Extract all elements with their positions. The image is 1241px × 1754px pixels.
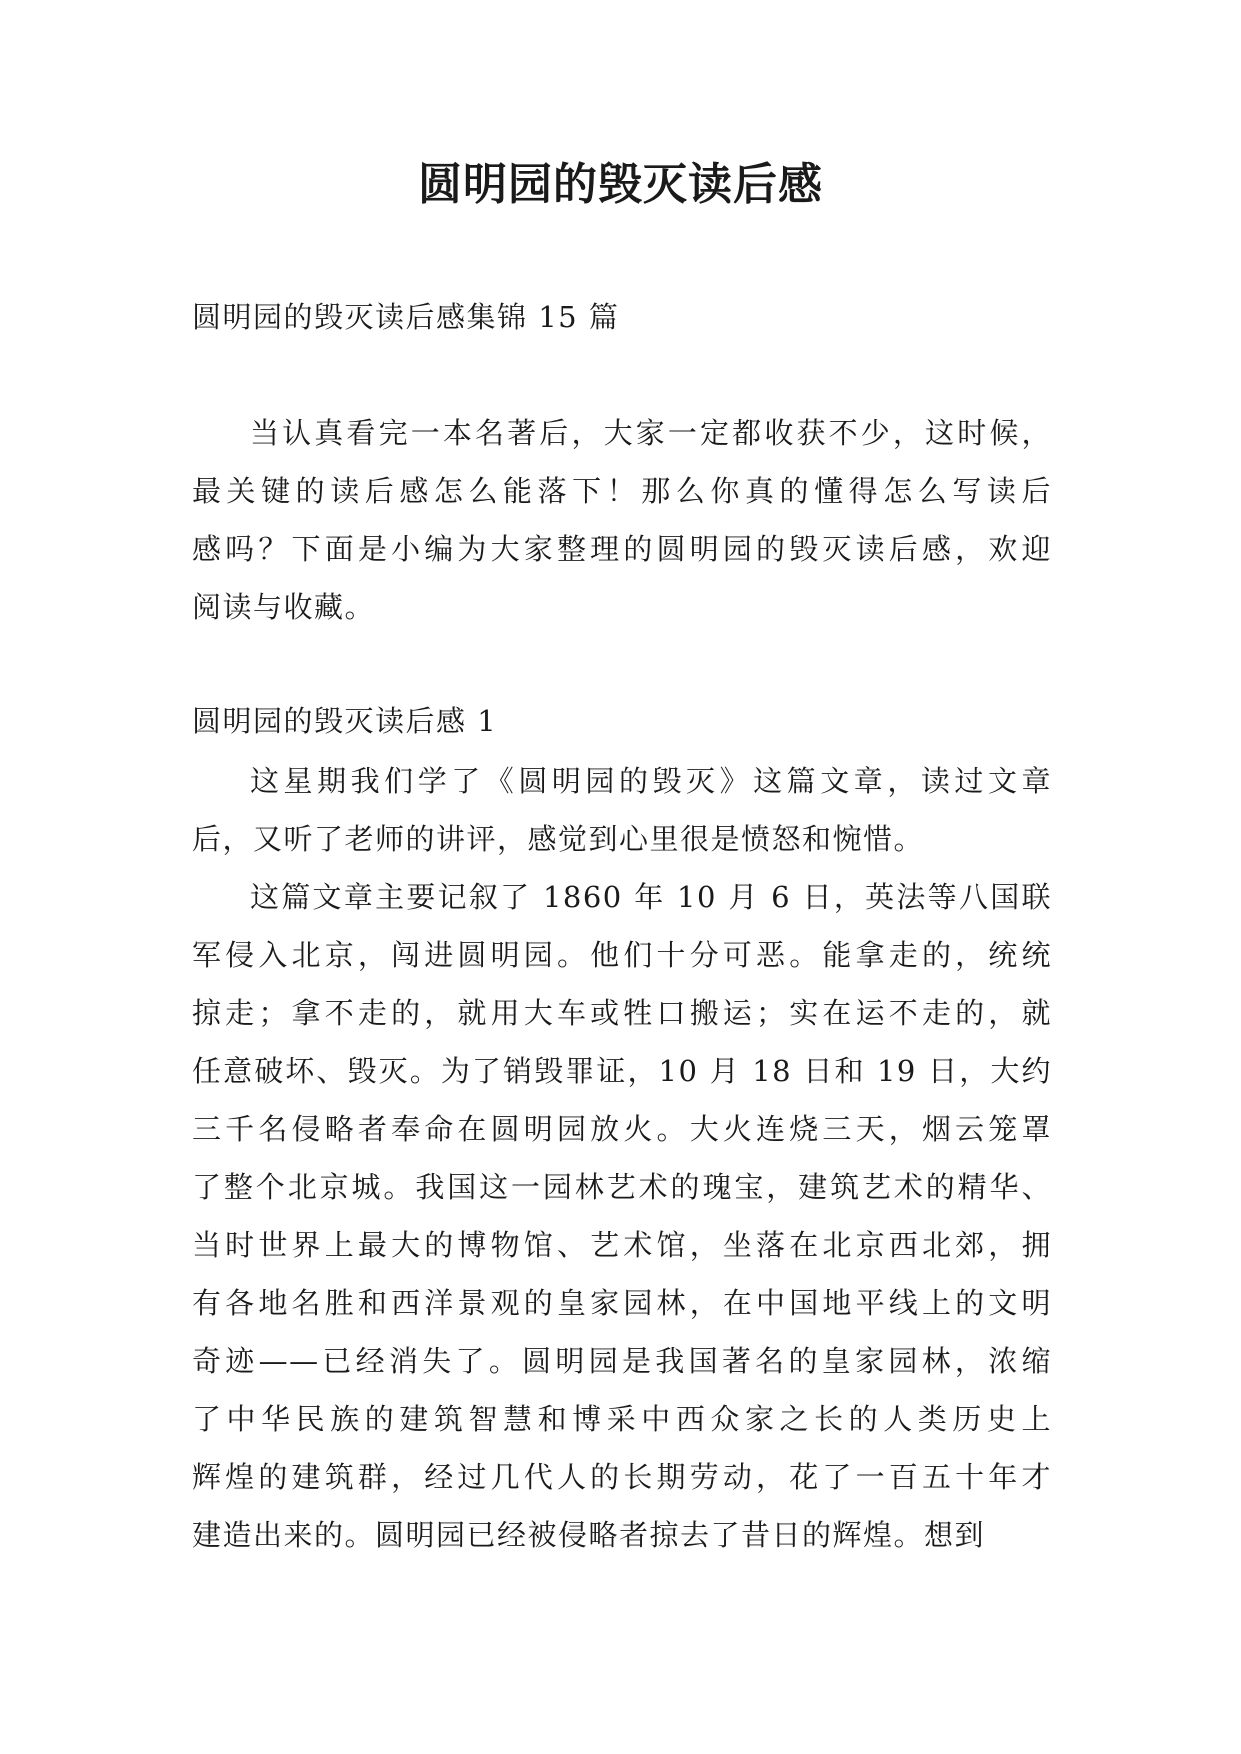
paragraph-line: 任意破坏、毁灭。为了销毁罪证，10 月 18 日和 19 日，大约 bbox=[192, 1054, 1052, 1088]
paragraph-2 bbox=[192, 868, 1052, 1564]
paragraph-line: 这星期我们学了《圆明园的毁灭》这篇文章，读过文章 bbox=[250, 764, 1052, 798]
paragraph-line: 建造出来的。圆明园已经被侵略者掠去了昔日的辉煌。想到 bbox=[192, 1518, 986, 1552]
document-subtitle: 圆明园的毁灭读后感集锦 15 篇 bbox=[192, 300, 620, 334]
document-title: 圆明园的毁灭读后感 bbox=[418, 159, 823, 210]
paragraph-line: 军侵入北京，闯进圆明园。他们十分可恶。能拿走的，统统 bbox=[192, 938, 1052, 972]
paragraph-1 bbox=[192, 752, 1052, 868]
paragraph-line: 了整个北京城。我国这一园林艺术的瑰宝，建筑艺术的精华、 bbox=[192, 1170, 1052, 1204]
paragraph-line: 掠走；拿不走的，就用大车或牲口搬运；实在运不走的，就 bbox=[192, 996, 1052, 1030]
paragraph-line: 当时世界上最大的博物馆、艺术馆，坐落在北京西北郊，拥 bbox=[192, 1228, 1052, 1262]
intro-paragraph bbox=[192, 404, 1052, 636]
paragraph-line: 三千名侵略者奉命在圆明园放火。大火连烧三天，烟云笼罩 bbox=[192, 1112, 1052, 1146]
intro-line: 阅读与收藏。 bbox=[192, 590, 376, 624]
intro-line: 最关键的读后感怎么能落下！那么你真的懂得怎么写读后 bbox=[192, 474, 1052, 508]
intro-line: 当认真看完一本名著后，大家一定都收获不少，这时候， bbox=[250, 416, 1052, 450]
paragraph-line: 后，又听了老师的讲评，感觉到心里很是愤怒和惋惜。 bbox=[192, 822, 925, 856]
paragraph-line: 奇迹——已经消失了。圆明园是我国著名的皇家园林，浓缩 bbox=[192, 1344, 1052, 1378]
section-heading: 圆明园的毁灭读后感 1 bbox=[192, 704, 498, 738]
paragraph-line: 这篇文章主要记叙了 1860 年 10 月 6 日，英法等八国联 bbox=[250, 880, 1052, 914]
paragraph-line: 有各地名胜和西洋景观的皇家园林，在中国地平线上的文明 bbox=[192, 1286, 1052, 1320]
intro-line: 感吗？下面是小编为大家整理的圆明园的毁灭读后感，欢迎 bbox=[192, 532, 1052, 566]
paragraph-line: 了中华民族的建筑智慧和博采中西众家之长的人类历史上 bbox=[192, 1402, 1052, 1436]
paragraph-line: 辉煌的建筑群，经过几代人的长期劳动，花了一百五十年才 bbox=[192, 1460, 1052, 1494]
